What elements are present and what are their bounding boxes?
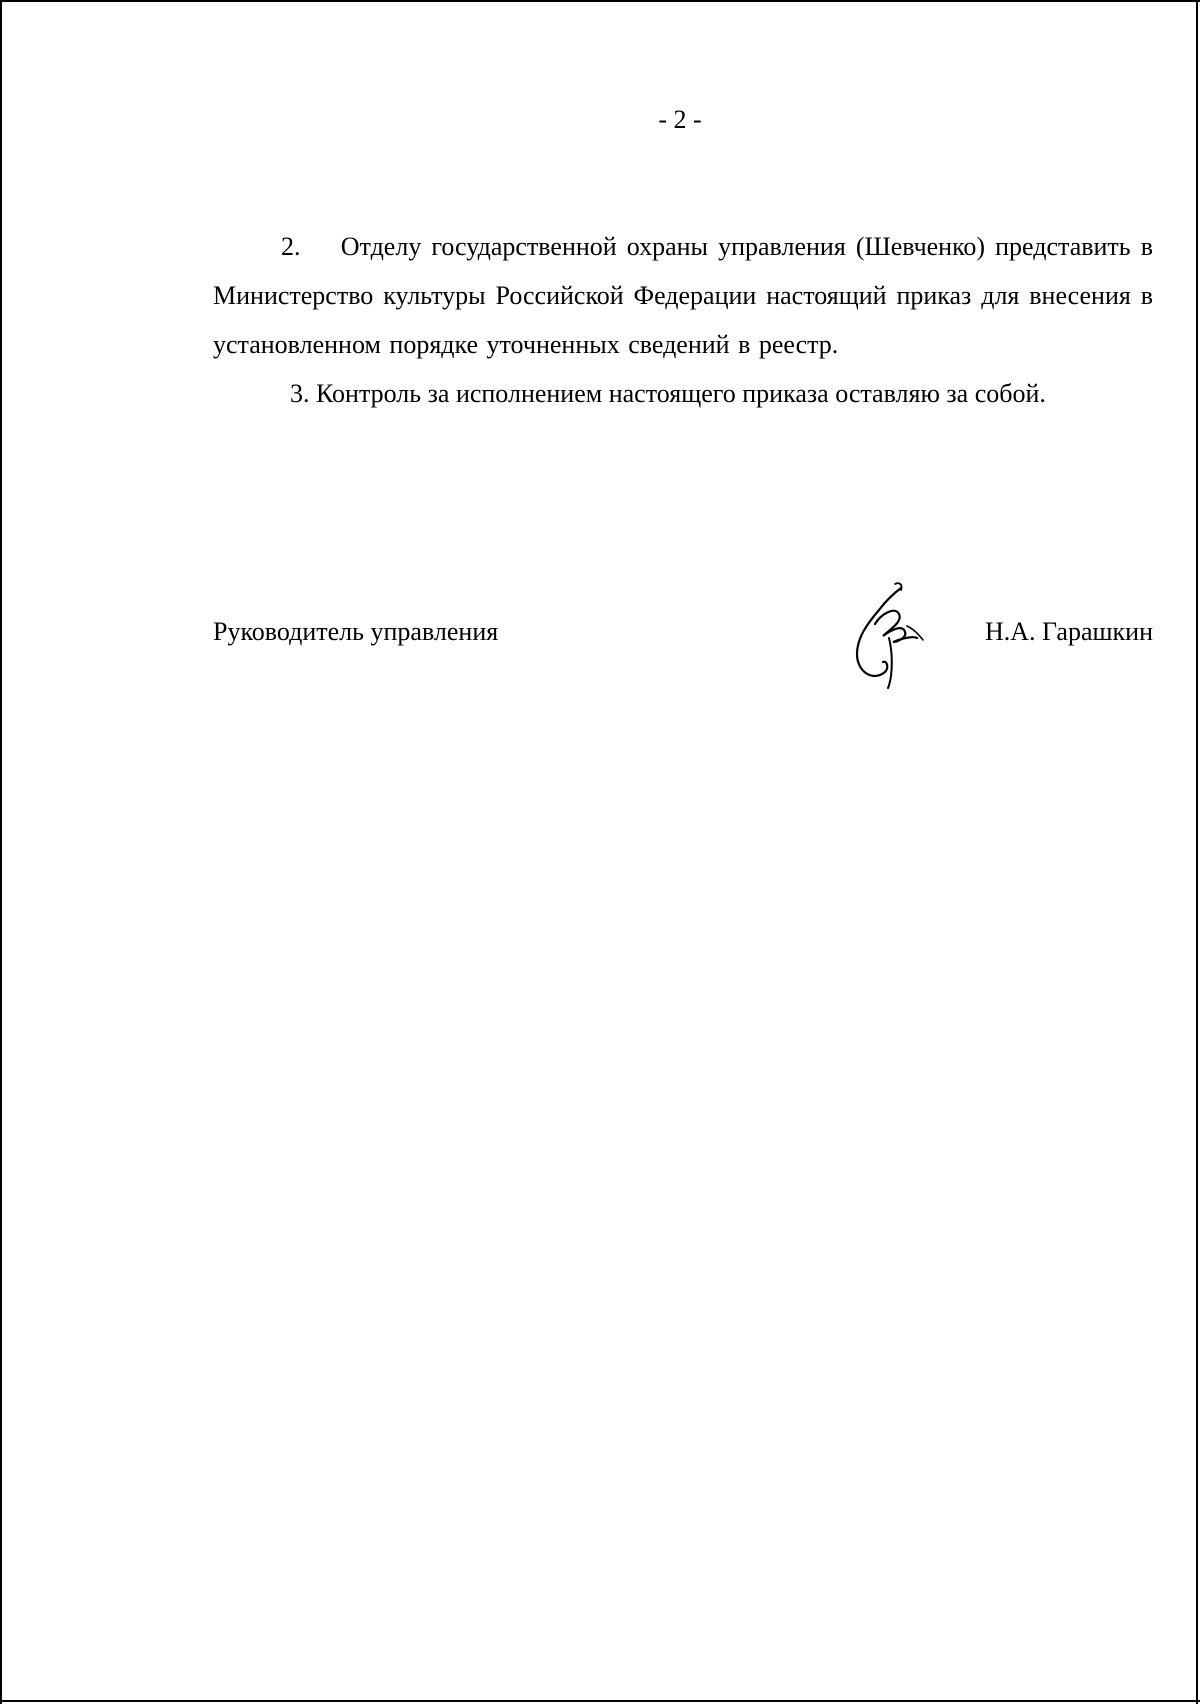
signatory-title: Руководитель управления — [213, 617, 499, 646]
scan-edge-bottom — [0, 1700, 1200, 1702]
scan-edge-left — [0, 0, 2, 1704]
scan-edge-top — [0, 0, 1200, 2]
signature-block — [213, 612, 1153, 712]
paragraph-2: 2. Отделу государственной охраны управления (Шевченко) представить в Министерство культуры Российской Федерации настоящий приказ для внесения в установленном порядке уточненных сведений в реестр. — [213, 232, 1153, 359]
scan-edge-right — [1196, 0, 1198, 1704]
signatory-name: Н.А. Гарашкин — [985, 617, 1153, 646]
page-number: - 2 - — [658, 105, 702, 134]
handwritten-signature-icon — [833, 580, 943, 690]
document-body — [213, 222, 1153, 418]
paragraph-3: 3. Контроль за исполнением настоящего приказа оставляю за собой. — [290, 379, 1046, 408]
